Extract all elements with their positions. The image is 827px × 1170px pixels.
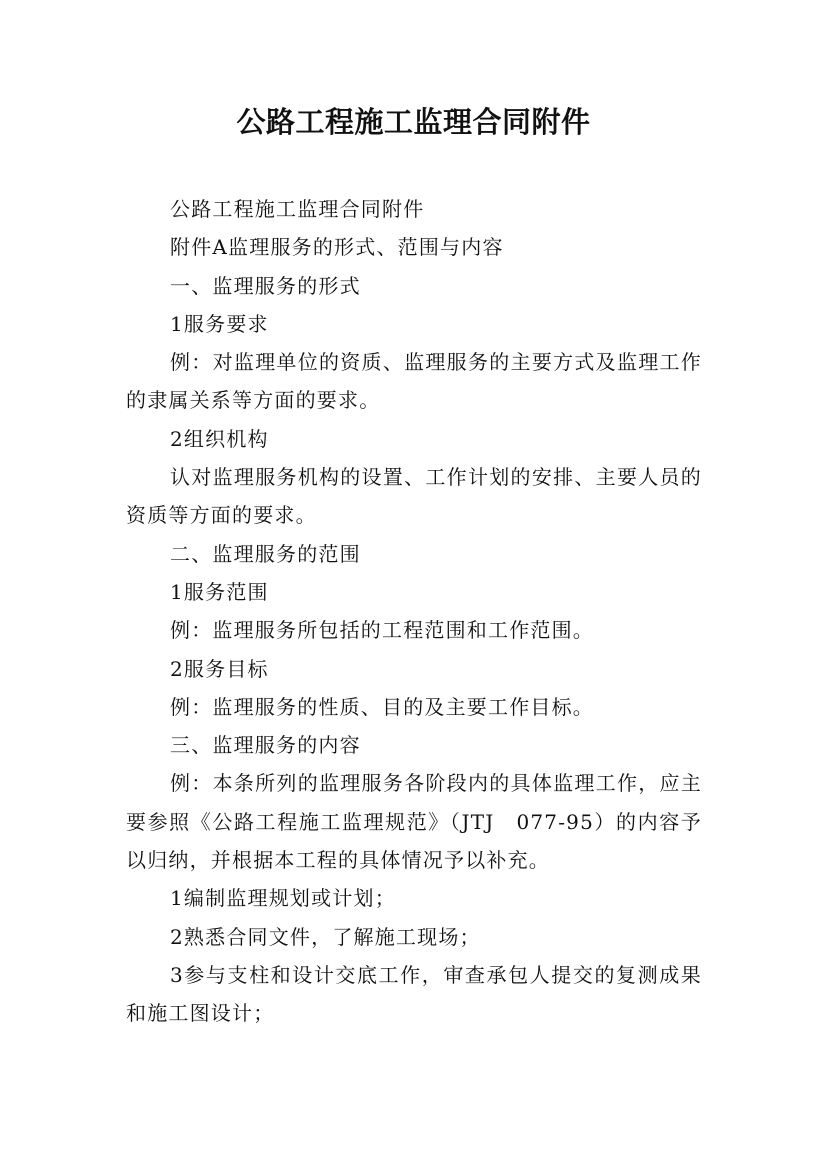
subsection-heading: 1服务范围	[170, 579, 269, 604]
paragraph: 例：对监理单位的资质、监理服务的主要方式及监理工作的隶属关系等方面的要求。	[126, 350, 702, 413]
subsection-heading: 1服务要求	[170, 311, 269, 336]
list-item: 2熟悉合同文件，了解施工现场；	[170, 924, 481, 949]
section-heading: 二、监理服务的范围	[170, 541, 361, 566]
paragraph: 例：本条所列的监理服务各阶段内的具体监理工作，应主要参照《公路工程施工监理规范》（JTJ 077-95）的内容予以归纳，并根据本工程的具体情况予以补充。	[126, 771, 702, 873]
list-item: 1编制监理规划或计划；	[170, 886, 396, 911]
paragraph: 附件A监理服务的形式、范围与内容	[170, 235, 504, 260]
paragraph: 例：监理服务所包括的工程范围和工作范围。	[170, 618, 594, 643]
paragraph: 认对监理服务机构的设置、工作计划的安排、主要人员的资质等方面的要求。	[126, 465, 702, 528]
section-heading: 一、监理服务的形式	[170, 273, 361, 298]
paragraph: 例：监理服务的性质、目的及主要工作目标。	[170, 694, 594, 719]
section-heading: 三、监理服务的内容	[170, 733, 361, 758]
document-body	[126, 190, 702, 1033]
subsection-heading: 2组织机构	[170, 426, 269, 451]
document-title: 公路工程施工监理合同附件	[236, 105, 591, 139]
subsection-heading: 2服务目标	[170, 656, 269, 681]
paragraph: 公路工程施工监理合同附件	[170, 197, 425, 221]
list-item: 3参与支柱和设计交底工作，审查承包人提交的复测成果和施工图设计；	[126, 962, 702, 1026]
